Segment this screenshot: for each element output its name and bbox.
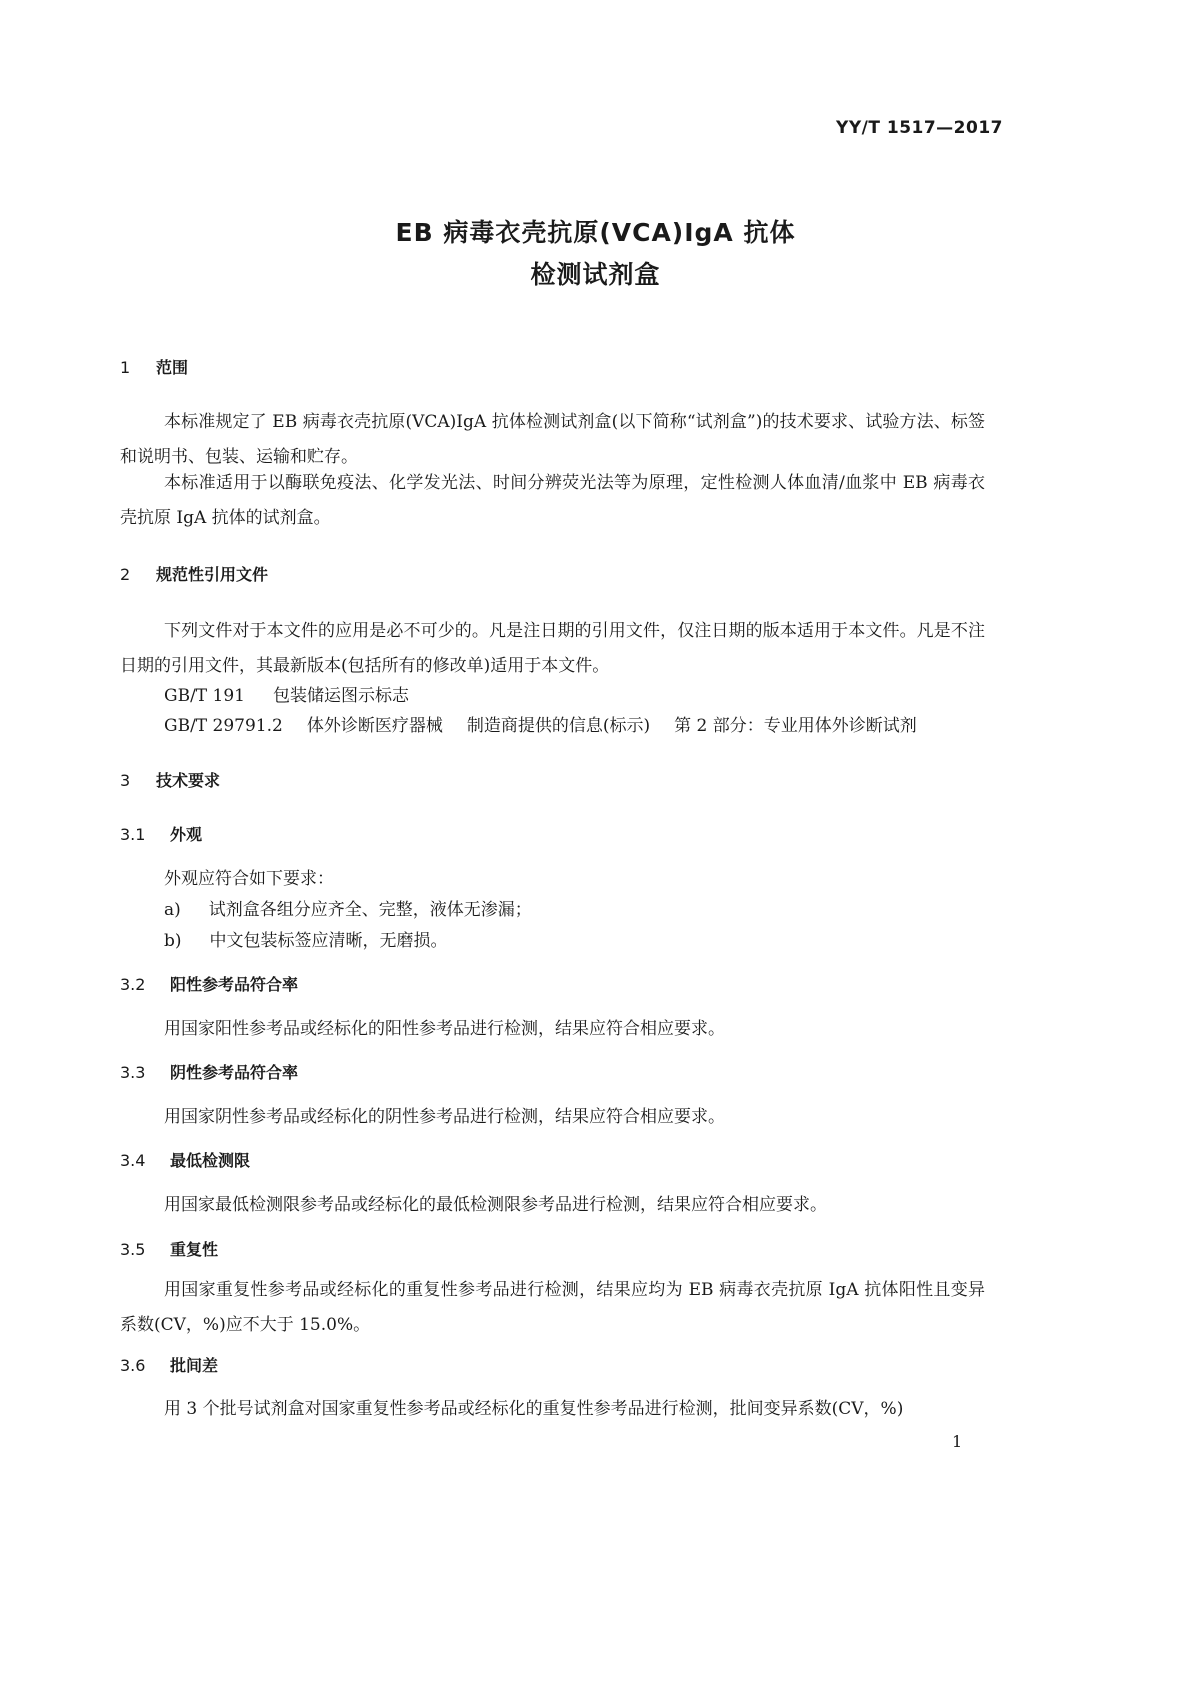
section-3-1-intro: 外观应符合如下要求： <box>164 869 334 889</box>
list-item <box>164 895 532 920</box>
section-3-3-heading <box>120 1060 298 1083</box>
section-number: 3.3 <box>120 1063 146 1082</box>
section-title: 最低检测限 <box>170 1151 251 1170</box>
section-1-heading <box>120 355 188 378</box>
section-2-paragraph-1: 下列文件对于本文件的应用是必不可少的。凡是注日期的引用文件，仅注日期的版本适用于本文件。凡是不注日期的引用文件，其最新版本(包括所有的修改单)适用于本文件。 <box>120 621 985 676</box>
list-item-label: a) <box>164 900 181 920</box>
section-number: 3.2 <box>120 975 146 994</box>
section-number: 3.6 <box>120 1356 146 1375</box>
section-3-3-text: 用国家阴性参考品或经标化的阴性参考品进行检测，结果应符合相应要求。 <box>164 1107 725 1127</box>
section-3-heading <box>120 768 220 791</box>
section-title: 阴性参考品符合率 <box>170 1063 299 1082</box>
reference-title: 体外诊断医疗器械 <box>306 716 443 736</box>
section-number: 3.5 <box>120 1240 146 1259</box>
section-2-heading <box>120 562 268 585</box>
section-1-paragraph-2: 本标准适用于以酶联免疫法、化学发光法、时间分辨荧光法等为原理，定性检测人体血清/血浆中 EB 病毒衣壳抗原 IgA 抗体的试剂盒。 <box>120 473 985 528</box>
section-title: 技术要求 <box>156 771 221 790</box>
section-3-1-heading <box>120 822 202 845</box>
section-number: 1 <box>120 358 131 377</box>
section-number: 3.4 <box>120 1151 146 1170</box>
section-title: 批间差 <box>170 1356 219 1375</box>
list-item-label: b) <box>164 931 182 951</box>
section-3-4-text: 用国家最低检测限参考品或经标化的最低检测限参考品进行检测，结果应符合相应要求。 <box>164 1195 827 1215</box>
section-title: 外观 <box>170 825 203 844</box>
section-title: 规范性引用文件 <box>156 565 269 584</box>
reference-title: 制造商提供的信息(标示) <box>466 716 651 736</box>
reference-code: GB/T 191 <box>164 686 245 706</box>
section-title: 重复性 <box>170 1240 219 1259</box>
list-item <box>164 926 448 951</box>
section-3-2-heading <box>120 972 298 995</box>
standard-code: YY/T 1517—2017 <box>836 118 1003 138</box>
reference-1 <box>164 681 409 706</box>
reference-code: GB/T 29791.2 <box>164 716 283 736</box>
document-title-line1: EB 病毒衣壳抗原(VCA)IgA 抗体 <box>395 218 796 247</box>
section-3-5-heading <box>120 1237 218 1260</box>
section-3-2-text: 用国家阳性参考品或经标化的阳性参考品进行检测，结果应符合相应要求。 <box>164 1019 725 1039</box>
section-number: 3 <box>120 771 131 790</box>
document-title-line2: 检测试剂盒 <box>530 260 661 289</box>
page-number: 1 <box>952 1432 963 1451</box>
section-3-5-text: 用国家重复性参考品或经标化的重复性参考品进行检测，结果应均为 EB 病毒衣壳抗原 IgA 抗体阳性且变异系数(CV，%)应不大于 15.0%。 <box>120 1280 985 1335</box>
section-3-4-heading <box>120 1148 250 1171</box>
reference-title: 包装储运图示标志 <box>273 686 409 706</box>
section-number: 3.1 <box>120 825 146 844</box>
section-title: 阳性参考品符合率 <box>170 975 299 994</box>
reference-2 <box>164 711 917 736</box>
section-number: 2 <box>120 565 131 584</box>
section-3-6-text: 用 3 个批号试剂盒对国家重复性参考品或经标化的重复性参考品进行检测，批间变异系数(CV，%) <box>164 1399 904 1419</box>
section-3-6-heading <box>120 1353 218 1376</box>
list-item-text: 试剂盒各组分应齐全、完整，液体无渗漏； <box>208 900 532 920</box>
section-title: 范围 <box>156 358 189 377</box>
reference-title: 第 2 部分：专业用体外诊断试剂 <box>674 716 917 736</box>
list-item-text: 中文包装标签应清晰，无磨损。 <box>209 931 448 951</box>
section-1-paragraph-1: 本标准规定了 EB 病毒衣壳抗原(VCA)IgA 抗体检测试剂盒(以下简称“试剂盒”)的技术要求、试验方法、标签和说明书、包装、运输和贮存。 <box>120 412 985 467</box>
